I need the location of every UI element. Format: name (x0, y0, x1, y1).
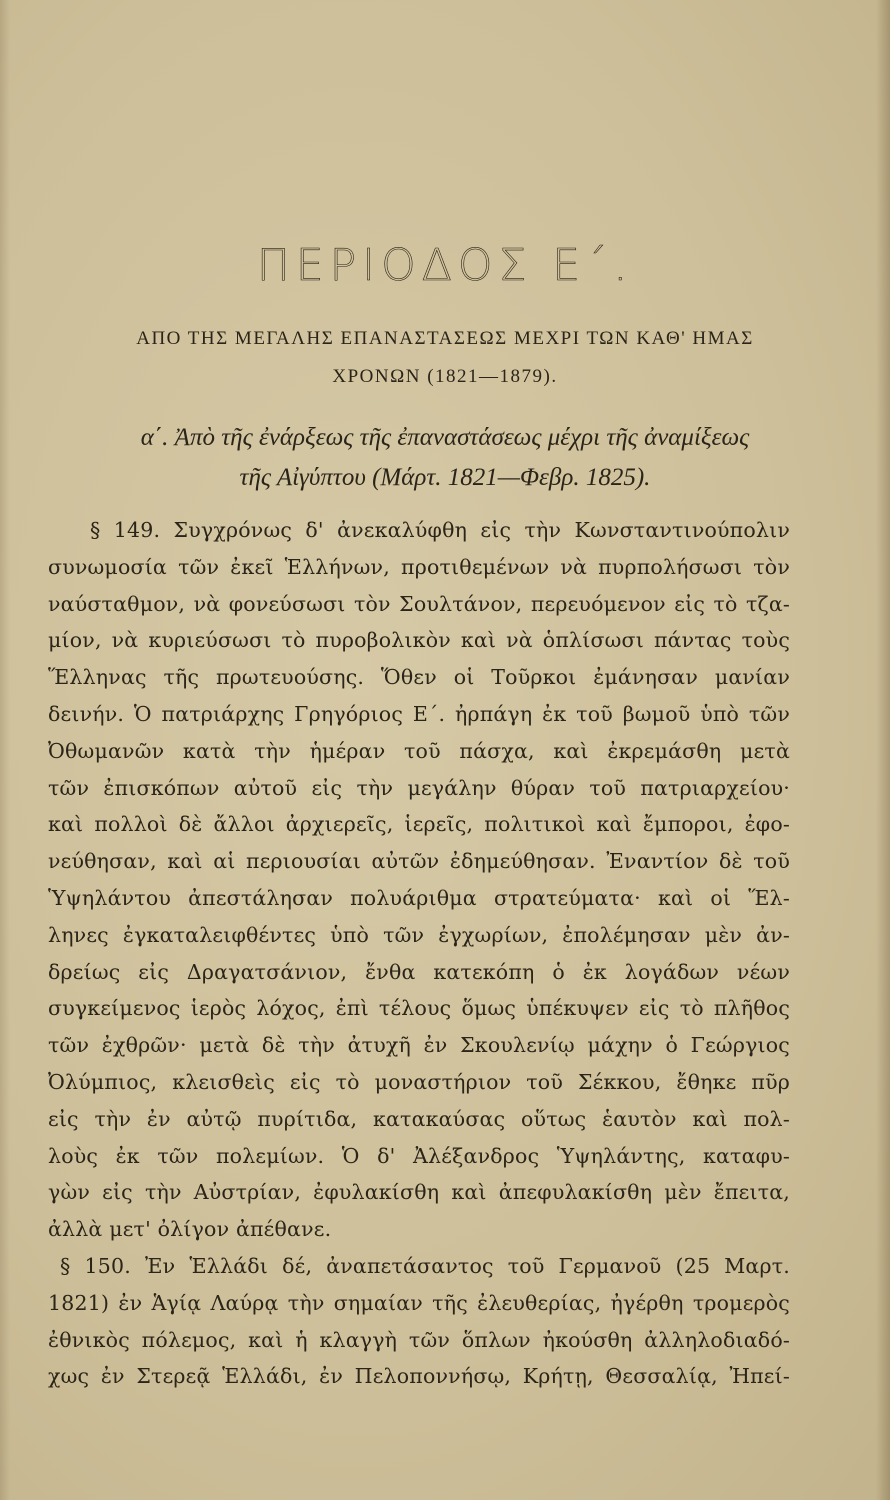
text-line: χως ἐν Στερεᾷ Ἑλλάδι, ἐν Πελοποννήσῳ, Κρήτῃ, Θεσσαλίᾳ, Ἠπεί- (48, 1364, 790, 1389)
chapter-subtitle-line2: ΧΡΟΝΩΝ (1821—1879). (332, 366, 558, 387)
text-line: τῶν ἐπισκόπων αὐτοῦ εἰς τὴν μεγάλην θύραν τοῦ πατριαρχείου· (48, 775, 790, 800)
text-line: δεινήν. Ὁ πατριάρχης Γρηγόριος Ε΄. ἠρπάγη ἐκ τοῦ βωμοῦ ὑπὸ τῶν (48, 701, 790, 726)
text-line: καὶ πολλοὶ δὲ ἄλλοι ἀρχιερεῖς, ἱερεῖς, πολιτικοὶ καὶ ἔμποροι, ἐφο- (48, 812, 790, 837)
text-line: μίον, νὰ κυριεύσωσι τὸ πυροβολικὸν καὶ νὰ ὁπλίσωσι πάντας τοὺς (48, 628, 790, 653)
page-right-shadow (876, 0, 890, 1500)
body-text (48, 512, 790, 1395)
text-line: λοὺς ἐκ τῶν πολεμίων. Ὁ δ' Ἀλέξανδρος Ὑψηλάντης, καταφυ- (48, 1143, 790, 1168)
page-left-shadow (0, 0, 10, 1500)
text-line: Ὑψηλάντου ἀπεστάλησαν πολυάριθμα στρατεύματα· καὶ οἱ Ἕλ- (48, 885, 790, 910)
section-heading-line1: α΄. Ἀπὸ τῆς ἐνάρξεως τῆς ἐπαναστάσεως μέχρι τῆς ἀναμίξεως (140, 424, 750, 451)
chapter-subtitle-line1: ΑΠΟ ΤΗΣ ΜΕΓΑΛΗΣ ΕΠΑΝΑΣΤΑΣΕΩΣ ΜΕΧΡΙ ΤΩΝ ΚΑΘ' ΗΜΑΣ (136, 328, 754, 349)
text-line: Ὀθωμανῶν κατὰ τὴν ἡμέραν τοῦ πάσχα, καὶ ἐκρεμάσθη μετὰ (48, 738, 790, 763)
text-line: ἐθνικὸς πόλεμος, καὶ ἡ κλαγγὴ τῶν ὅπλων ἠκούσθη ἀλληλοδιαδό- (48, 1327, 790, 1352)
text-line: συνωμοσία τῶν ἐκεῖ Ἑλλήνων, προτιθεμένων νὰ πυρπολήσωσι τὸν (48, 554, 790, 579)
text-line: Ὀλύμπιος, κλεισθεὶς εἰς τὸ μοναστήριον τοῦ Σέκκου, ἔθηκε πῦρ (48, 1069, 790, 1094)
text-line: ληνες ἐγκαταλειφθέντες ὑπὸ τῶν ἐγχωρίων, ἐπολέμησαν μὲν ἀν- (48, 922, 790, 947)
section-heading-line2: τῆς Αἰγύπτου (Μάρτ. 1821—Φεβρ. 1825). (239, 464, 651, 491)
text-line: συγκείμενος ἱερὸς λόχος, ἐπὶ τέλους ὅμως ὑπέκυψεν εἰς τὸ πλῆθος (48, 996, 790, 1021)
text-line: ναύσταθμον, νὰ φονεύσωσι τὸν Σουλτάνον, περευόμενον εἰς τὸ τζα- (48, 591, 790, 616)
text-line: ἀλλὰ μετ' ὀλίγον ἀπέθανε. (48, 1217, 332, 1242)
text-line: Ἕλληνας τῆς πρωτευούσης. Ὅθεν οἱ Τοῦρκοι ἐμάνησαν μανίαν (48, 665, 790, 690)
text-line: γὼν εἰς τὴν Αὐστρίαν, ἐφυλακίσθη καὶ ἀπεφυλακίσθη μὲν ἔπειτα, (48, 1180, 790, 1205)
text-line: δρείως εἰς Δραγατσάνιον, ἔνθα κατεκόπη ὁ ἐκ λογάδων νέων (48, 959, 790, 984)
text-line: 1821) ἐν Ἁγίᾳ Λαύρᾳ τὴν σημαίαν τῆς ἐλευθερίας, ἠγέρθη τρομερὸς (48, 1290, 790, 1315)
text-line: νεύθησαν, καὶ αἱ περιουσίαι αὐτῶν ἐδημεύθησαν. Ἐναντίον δὲ τοῦ (48, 849, 790, 874)
text-line: εἰς τὴν ἐν αὐτῷ πυρίτιδα, κατακαύσας οὕτως ἑαυτὸν καὶ πολ- (48, 1106, 790, 1131)
text-line: τῶν ἐχθρῶν· μετὰ δὲ τὴν ἀτυχῆ ἐν Σκουλενίῳ μάχην ὁ Γεώργιος (48, 1033, 790, 1058)
text-line: § 150. Ἐν Ἑλλάδι δέ, ἀναπετάσαντος τοῦ Γερμανοῦ (25 Μαρτ. (60, 1253, 790, 1278)
period-title: ΠΕΡΙΟΔΟΣ Ε΄. (256, 240, 634, 291)
text-line: § 149. Συγχρόνως δ' ἀνεκαλύφθη εἰς τὴν Κωνσταντινούπολιν (90, 518, 790, 542)
